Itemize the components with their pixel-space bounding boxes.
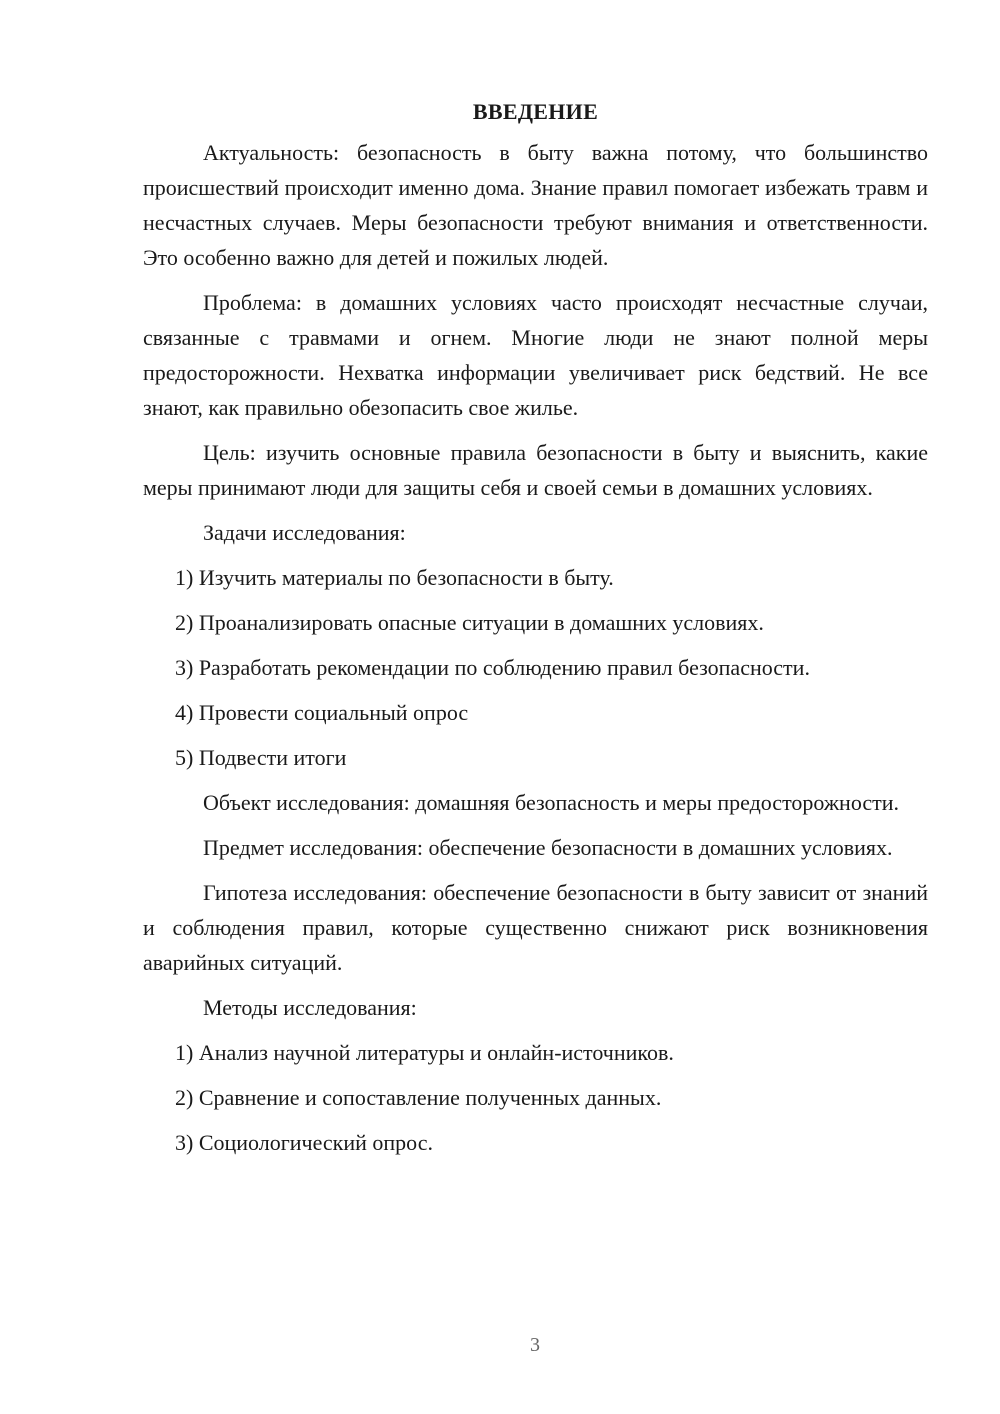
task-item: 5) Подвести итоги <box>175 745 347 770</box>
relevance-paragraph: Актуальность: безопасность в быту важна потому, что большинство происшествий происходит именно дома. Знание правил помогает избежать травм и несчастных случаев. Меры безопасности требуют внимания и ответственности. Это особенно важно для детей и пожилых людей. <box>143 140 928 270</box>
goal-paragraph: Цель: изучить основные правила безопасности в быту и выяснить, какие меры принимают люди для защиты себя и своей семьи в домашних условиях. <box>143 440 928 500</box>
object-paragraph: Объект исследования: домашняя безопасность и меры предосторожности. <box>203 790 900 815</box>
page-title: ВВЕДЕНИЕ <box>472 99 599 124</box>
page-content <box>143 94 928 1170</box>
tasks-heading: Задачи исследования: <box>203 520 406 545</box>
method-item: 2) Сравнение и сопоставление полученных данных. <box>175 1085 662 1110</box>
methods-list <box>143 1035 928 1160</box>
task-item: 3) Разработать рекомендации по соблюдению правил безопасности. <box>175 655 810 680</box>
method-item: 3) Социологический опрос. <box>175 1130 433 1155</box>
page-number: 3 <box>530 1334 540 1356</box>
problem-paragraph: Проблема: в домашних условиях часто происходят несчастные случаи, связанные с травмами и огнем. Многие люди не знают полной меры предосторожности. Нехватка информации увеличивает риск бедствий. Не все знают, как правильно обезопасить свое жилье. <box>143 290 928 420</box>
task-item: 1) Изучить материалы по безопасности в быту. <box>175 565 614 590</box>
tasks-list <box>143 560 928 775</box>
method-item: 1) Анализ научной литературы и онлайн-источников. <box>175 1040 674 1065</box>
subject-paragraph: Предмет исследования: обеспечение безопасности в домашних условиях. <box>203 835 893 860</box>
methods-heading: Методы исследования: <box>203 995 417 1020</box>
hypothesis-paragraph: Гипотеза исследования: обеспечение безопасности в быту зависит от знаний и соблюдения правил, которые существенно снижают риск возникновения аварийных ситуаций. <box>143 880 928 975</box>
task-item: 2) Проанализировать опасные ситуации в домашних условиях. <box>175 610 764 635</box>
task-item: 4) Провести социальный опрос <box>175 700 469 725</box>
